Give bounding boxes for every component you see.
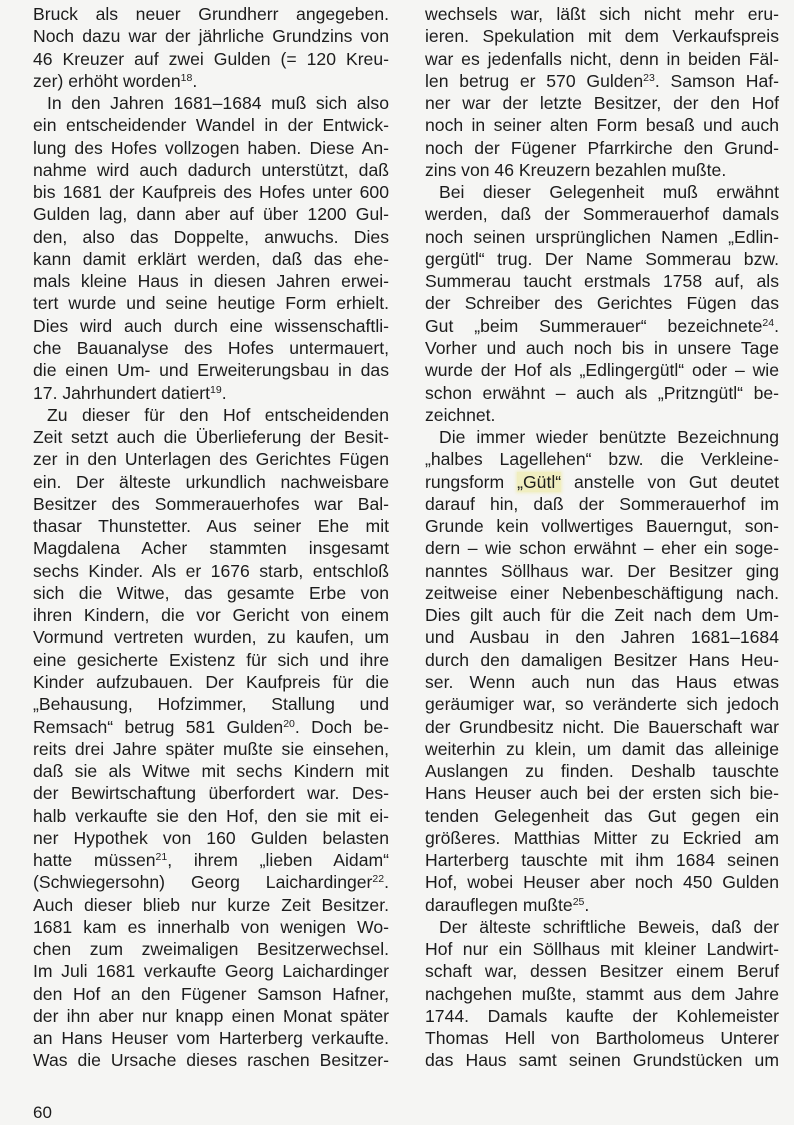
text-line xyxy=(425,315,779,337)
footnote-reference: 20 xyxy=(283,717,295,730)
text-line xyxy=(33,270,389,292)
line-text: tert wurde und seine heutige Form erhielt. xyxy=(33,293,389,314)
text-line xyxy=(425,716,779,738)
text-line xyxy=(33,716,389,738)
text-line xyxy=(425,515,779,537)
line-text: gergütl“ trug. Der Name Sommerau bzw. xyxy=(425,248,779,269)
text-line xyxy=(33,760,389,782)
line-text: Zeit setzt auch die Überlieferung der Besit- xyxy=(33,427,389,448)
line-text: Zu dieser für den Hof entscheidenden xyxy=(47,404,389,425)
line-text: zeitweise einer Nebenbeschäftigung nach. xyxy=(425,582,779,603)
text-line xyxy=(425,827,779,849)
text-line xyxy=(33,159,389,181)
text-line xyxy=(425,203,779,225)
line-text: zer in den Unterlagen des Gerichtes Fügen xyxy=(33,449,389,470)
text-line xyxy=(33,1005,389,1027)
line-text: noch in seiner alten Form besaß und auch xyxy=(425,115,779,136)
text-line xyxy=(33,181,389,203)
text-line xyxy=(33,604,389,626)
line-text: wurde der Hof als „Edlingergütl“ oder – wie xyxy=(425,360,779,381)
text-line xyxy=(33,1049,389,1071)
line-text: mals kleine Haus in diesen Jahren erwei- xyxy=(33,271,389,292)
page-number: 60 xyxy=(33,1103,52,1122)
line-text: Dies gilt auch für die Zeit nach dem Um- xyxy=(425,605,779,626)
text-line xyxy=(33,315,389,337)
text-line xyxy=(425,782,779,804)
text-line xyxy=(425,805,779,827)
line-text: werden, daß der Sommerauerhof damals xyxy=(425,204,779,225)
text-line xyxy=(425,626,779,648)
text-line xyxy=(425,137,779,159)
text-line xyxy=(33,537,389,559)
text-line xyxy=(425,493,779,515)
text-line xyxy=(425,25,779,47)
text-line xyxy=(33,983,389,1005)
line-text: nachgehen mußte, stammt aus dem Jahre xyxy=(425,983,779,1004)
line-text: anstelle von Gut deutet xyxy=(561,471,779,492)
line-text: Besitzer des Sommerauerhofes war Bal- xyxy=(33,493,389,514)
line-text: 17. Jahrhundert datiert xyxy=(33,382,211,403)
text-line xyxy=(33,114,389,136)
line-text: ieren. Spekulation mit dem Verkaufspreis xyxy=(425,26,779,47)
line-text: Auch dieser blieb nur kurze Zeit Besitzer. xyxy=(33,894,389,915)
line-text: Hof, wobei Heuser aber noch 450 Gulden xyxy=(425,872,779,893)
line-text: ner war der letzte Besitzer, der den Hof xyxy=(425,93,779,114)
line-text: Vorher und auch noch bis in unsere Tage xyxy=(425,337,779,358)
text-line xyxy=(33,3,389,25)
line-text: wechsels war, läßt sich nicht mehr eru- xyxy=(425,4,779,24)
footnote-reference: 25 xyxy=(572,895,585,908)
line-text: darauflegen mußte xyxy=(425,894,573,915)
text-line xyxy=(33,560,389,582)
line-text: tenden Gelegenheit das Gut gegen ein xyxy=(425,805,779,826)
text-line xyxy=(33,871,389,893)
text-line xyxy=(425,426,779,448)
footnote-reference: 23 xyxy=(643,71,655,84)
line-text: schon erwähnt – auch als „Pritzngütl“ be- xyxy=(425,382,779,403)
line-text: Hof nur ein Söllhaus mit kleiner Landwirt- xyxy=(425,939,779,960)
text-line xyxy=(33,248,389,270)
text-line xyxy=(425,760,779,782)
text-line xyxy=(33,92,389,114)
line-text: 1681 kam es innerhalb von wenigen Wo- xyxy=(33,916,389,937)
line-text: , ihrem „lieben Aidam“ xyxy=(167,850,389,871)
line-text: Thomas Hell von Bartholomeus Unterer xyxy=(425,1028,779,1049)
line-text: ein. Der älteste urkundlich nachweisbare xyxy=(33,471,389,492)
text-line xyxy=(425,359,779,381)
text-line xyxy=(425,738,779,760)
line-text: Bei dieser Gelegenheit muß erwähnt xyxy=(439,182,779,203)
line-text: Magdalena Acher stammten insgesamt xyxy=(33,538,389,559)
line-text: 1744. Damals kaufte der Kohlemeister xyxy=(425,1005,779,1026)
text-line xyxy=(425,983,779,1005)
text-line xyxy=(33,70,389,92)
line-text: Was die Ursache dieses raschen Besitzer- xyxy=(33,1050,389,1071)
text-line xyxy=(425,871,779,893)
line-text: Im Juli 1681 verkaufte Georg Laichardinger xyxy=(33,961,389,982)
line-text: bis 1681 der Kaufpreis des Hofes unter 600 xyxy=(33,182,389,203)
line-text: Dies wird auch durch eine wissenschaftli- xyxy=(33,315,389,336)
line-text: Die immer wieder benützte Bezeichnung xyxy=(439,427,779,448)
line-text: In den Jahren 1681–1684 muß sich also xyxy=(47,93,389,114)
line-text: das Haus samt seinen Grundstücken um xyxy=(425,1050,779,1071)
line-text: . xyxy=(774,315,779,336)
text-line xyxy=(33,292,389,314)
text-line xyxy=(33,382,389,404)
line-text: . xyxy=(192,70,198,91)
line-text: Summerau taucht erstmals 1758 auf, als xyxy=(425,271,779,292)
text-line xyxy=(33,827,389,849)
text-line xyxy=(33,582,389,604)
line-text: den Hof an den Fügener Samson Hafner, xyxy=(33,983,389,1004)
text-line xyxy=(33,1027,389,1049)
line-text: . xyxy=(584,894,590,915)
line-text: daß sie als Witwe mit sechs Kindern mit xyxy=(33,761,389,782)
line-text: „halbes Lagellehen“ bzw. die Verkleine- xyxy=(425,449,779,470)
line-text: schaft war, dessen Besitzer einem Beruf xyxy=(425,961,779,982)
text-line xyxy=(425,671,779,693)
line-text: Harterberg tauschte mit ihm 1684 seinen xyxy=(425,850,779,871)
line-text: geräumiger war, so veränderte sich jedoch xyxy=(425,694,779,715)
text-line xyxy=(425,560,779,582)
line-text: Auslangen zu finden. Deshalb tauschte xyxy=(425,761,779,782)
line-text: Der älteste schriftliche Beweis, daß der xyxy=(439,916,779,937)
text-line xyxy=(33,48,389,70)
text-line xyxy=(33,137,389,159)
text-line xyxy=(425,471,779,493)
text-line xyxy=(425,916,779,938)
line-text: Vormund vertreten wurden, zu kaufen, um xyxy=(33,627,389,648)
line-text: und Ausbau in den Jahren 1681–1684 xyxy=(425,627,779,648)
text-line xyxy=(425,181,779,203)
line-text: rungsform xyxy=(425,471,518,492)
text-line xyxy=(33,938,389,960)
line-text: lung des Hofes vollzogen haben. Diese An- xyxy=(33,137,389,158)
line-text: reits drei Jahre später mußte sie einsehen, xyxy=(33,738,389,759)
footnote-reference: 18 xyxy=(180,71,193,84)
line-text: nanntes Söllhaus war. Der Besitzer ging xyxy=(425,560,779,581)
line-text: „Behausung, Hofzimmer, Stallung und xyxy=(33,694,389,715)
text-line xyxy=(425,48,779,70)
line-text: den, also das Doppelte, anwuchs. Dies xyxy=(33,226,389,247)
text-line xyxy=(425,693,779,715)
text-line xyxy=(33,782,389,804)
text-line xyxy=(33,471,389,493)
line-text: . xyxy=(221,382,227,403)
text-line xyxy=(33,493,389,515)
line-text: nahme wird auch dadurch unterstützt, daß xyxy=(33,159,389,180)
line-text: an Hans Heuser vom Harterberg verkaufte. xyxy=(33,1028,389,1049)
line-text: ner Hypothek von 160 Gulden belasten xyxy=(33,827,389,848)
text-line xyxy=(33,693,389,715)
line-text: chen zum zweimaligen Besitzerwechsel. xyxy=(33,939,389,960)
text-line xyxy=(425,448,779,470)
text-line xyxy=(33,626,389,648)
text-line xyxy=(33,226,389,248)
text-line xyxy=(425,270,779,292)
text-line xyxy=(425,1027,779,1049)
line-text: Bruck als neuer Grundherr angegeben. xyxy=(33,4,389,24)
text-line xyxy=(33,960,389,982)
line-text: dern – wie schon erwähnt – eher ein soge- xyxy=(425,538,779,559)
line-text: darauf hin, daß der Sommerauerhof im xyxy=(425,493,779,514)
text-line xyxy=(33,25,389,47)
text-line xyxy=(425,938,779,960)
line-text: Hans Heuser auch bei der ersten sich bie- xyxy=(425,783,779,804)
text-line xyxy=(425,337,779,359)
line-text: . xyxy=(384,872,389,893)
line-text: kann damit erklärt werden, daß das ehe- xyxy=(33,248,389,269)
text-line xyxy=(33,515,389,537)
line-text: che Bauanalyse des Hofes untermauert, xyxy=(33,337,389,358)
line-text: len betrug er 570 Gulden xyxy=(425,70,644,91)
text-line xyxy=(425,70,779,92)
line-text: . Doch be- xyxy=(294,716,390,737)
text-line xyxy=(33,738,389,760)
line-text: war es jedenfalls nicht, denn in beiden Fäl- xyxy=(425,48,779,69)
text-line xyxy=(33,359,389,381)
line-text: der ihn aber nur knapp einen Monat später xyxy=(33,1005,389,1026)
line-text: die einen Um- und Erweiterungsbau in das xyxy=(33,360,389,381)
line-text: durch den damaligen Besitzer Hans Heu- xyxy=(425,649,779,670)
text-line xyxy=(33,849,389,871)
line-text: der Schreiber des Gerichtes Fügen das xyxy=(425,293,779,314)
text-line xyxy=(33,426,389,448)
text-line xyxy=(425,960,779,982)
footnote-reference: 21 xyxy=(155,851,168,864)
text-line xyxy=(33,916,389,938)
text-line xyxy=(425,649,779,671)
footnote-reference: 22 xyxy=(372,873,385,886)
text-line xyxy=(425,894,779,916)
line-text: zer) erhöht worden xyxy=(33,70,181,91)
line-text: ser. Wenn auch nun das Haus etwas xyxy=(425,671,779,692)
line-text: eine gesicherte Existenz für sich und ihre xyxy=(33,649,389,670)
text-line xyxy=(33,404,389,426)
line-text: der Bewirtschaftung überfordert war. Des- xyxy=(33,783,389,804)
highlighted-text: „Gütl“ xyxy=(517,471,562,492)
text-line xyxy=(425,292,779,314)
line-text: zins von 46 Kreuzern bezahlen mußte. xyxy=(425,159,727,180)
line-text: sich die Witwe, das gesamte Erbe von xyxy=(33,582,389,603)
line-text: ein entscheidender Wandel in der Entwick- xyxy=(33,115,389,136)
text-line xyxy=(33,203,389,225)
text-line xyxy=(33,649,389,671)
line-text: ihren Kindern, die vor Gericht von einem xyxy=(33,605,389,626)
text-line xyxy=(425,849,779,871)
text-line xyxy=(33,805,389,827)
line-text: weiterhin zu klein, um damit das alleinige xyxy=(425,738,779,759)
text-line xyxy=(425,248,779,270)
line-text: Gulden lag, dann aber auf über 1200 Gul- xyxy=(33,204,389,225)
line-text: zeichnet. xyxy=(425,404,496,425)
text-line xyxy=(425,1049,779,1071)
footnote-reference: 24 xyxy=(762,316,775,329)
line-text: Kinder aufzubauen. Der Kaufpreis für die xyxy=(33,671,389,692)
text-line xyxy=(425,582,779,604)
text-column-right xyxy=(425,3,779,1072)
text-line xyxy=(425,3,779,25)
line-text: (Schwiegersohn) Georg Laichardinger xyxy=(33,872,373,893)
text-line xyxy=(425,382,779,404)
line-text: 46 Kreuzer auf zwei Gulden (= 120 Kreu- xyxy=(33,48,389,69)
text-line xyxy=(425,159,779,181)
text-line xyxy=(33,448,389,470)
line-text: der Grundbesitz nicht. Die Bauerschaft war xyxy=(425,716,779,737)
line-text: Noch dazu war der jährliche Grundzins von xyxy=(33,26,389,47)
line-text: Remsach“ betrug 581 Gulden xyxy=(33,716,284,737)
line-text: halb verkaufte sie den Hof, den sie mit ei- xyxy=(33,805,389,826)
text-line xyxy=(425,404,779,426)
text-line xyxy=(425,114,779,136)
line-text: hatte müssen xyxy=(33,850,156,871)
line-text: Grunde kein vollwertiges Bauerngut, son- xyxy=(425,516,779,537)
line-text: Gut „beim Summerauer“ bezeichnete xyxy=(425,315,763,336)
text-line xyxy=(33,337,389,359)
text-line xyxy=(33,894,389,916)
text-line xyxy=(425,92,779,114)
line-text: noch der Fügener Pfarrkirche den Grund- xyxy=(425,137,779,158)
text-line xyxy=(425,604,779,626)
line-text: . Samson Haf- xyxy=(654,70,779,91)
line-text: noch seinen ursprünglichen Namen „Edlin- xyxy=(425,226,779,247)
line-text: thasar Thunstetter. Aus seiner Ehe mit xyxy=(33,516,389,537)
line-text: größeres. Matthias Mitter zu Eckried am xyxy=(425,827,779,848)
text-line xyxy=(425,537,779,559)
text-line xyxy=(33,671,389,693)
text-line xyxy=(425,226,779,248)
footnote-reference: 19 xyxy=(210,383,222,396)
text-line xyxy=(425,1005,779,1027)
line-text: sechs Kinder. Als er 1676 starb, entschloß xyxy=(33,560,389,581)
text-column-left xyxy=(33,3,389,1072)
